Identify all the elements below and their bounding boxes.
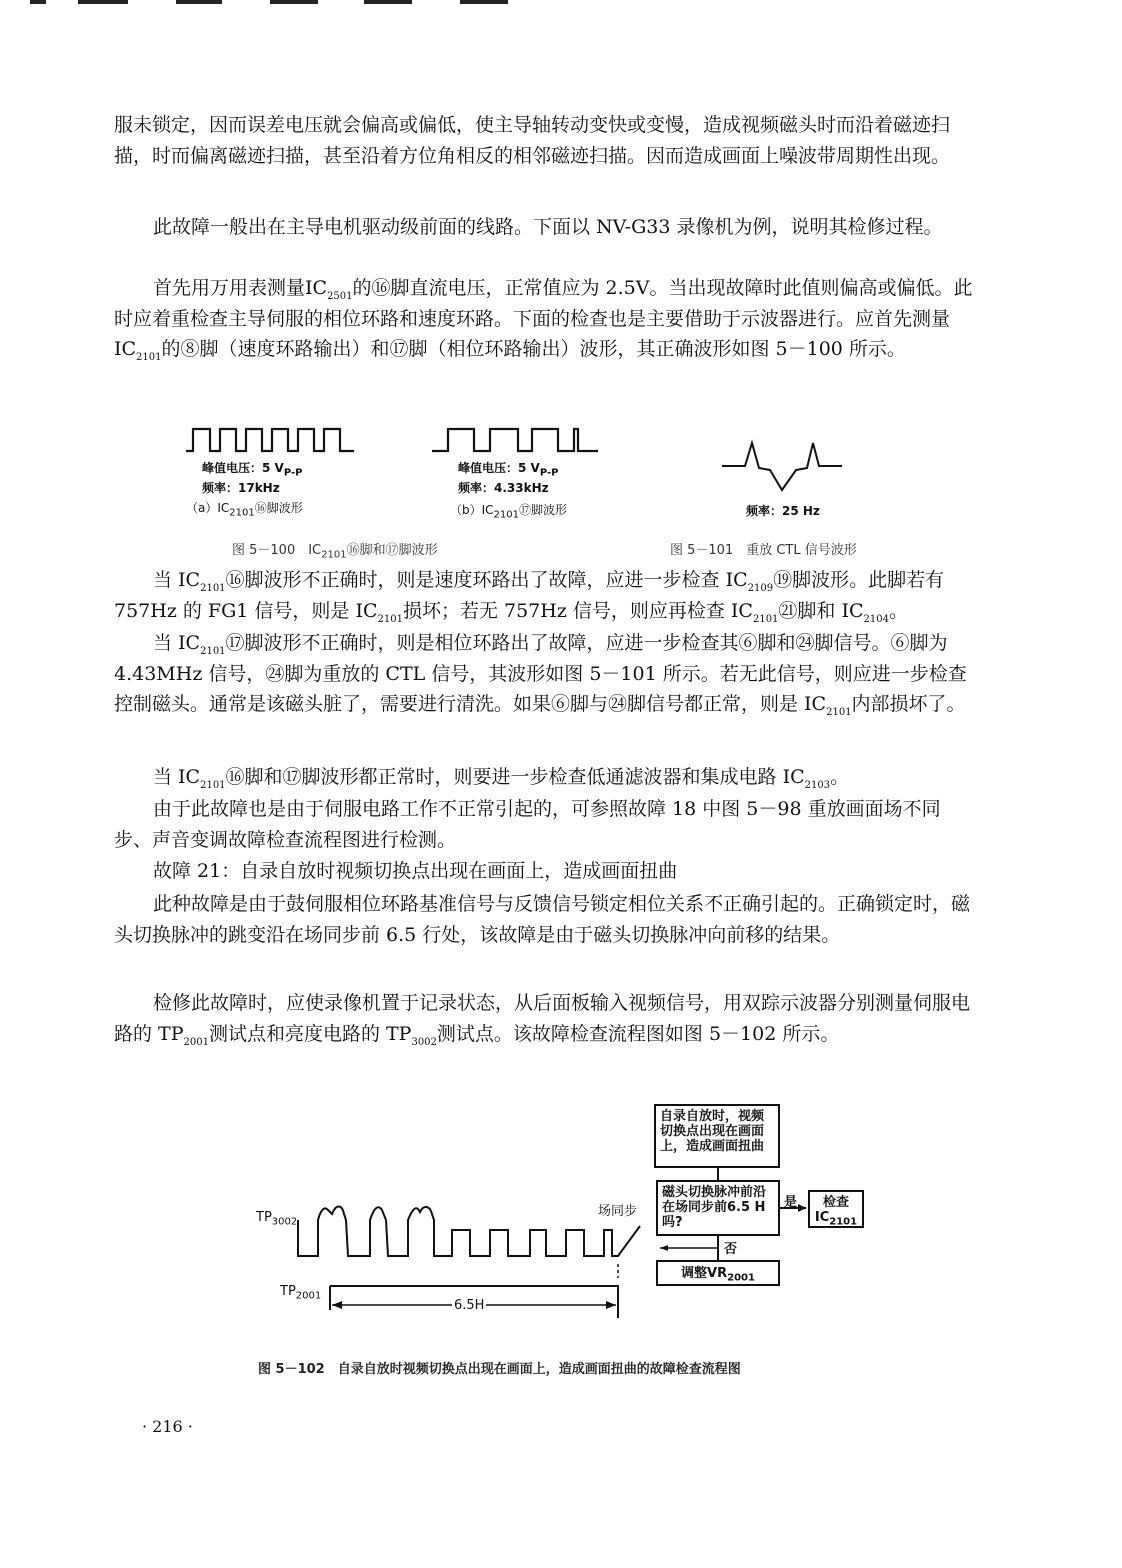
vsync-label: 场同步: [598, 1204, 638, 1219]
flow-check-box: 检查$IC_{2101}$: [808, 1190, 864, 1228]
wave-a-freq: 频率：17kHz: [202, 481, 280, 495]
wave-b-name: $(b)IC_{2101}⑰$脚波形: [450, 503, 568, 521]
waveform-tp3002: [298, 1207, 640, 1257]
tp3002-label: $TP_{3002}$: [256, 1210, 298, 1228]
figure-caption-5-100: 图 5－100 $IC_{2101}⑯$脚和⑰脚波形: [232, 543, 438, 561]
waveform-a: [186, 429, 354, 451]
wave-a-name: $(a)IC_{2101}⑯$脚波形: [186, 501, 303, 519]
paragraph: 检修此故障时，应使录像机置于记录状态，从后面板输入视频信号，用双踪示波器分别测量伺服电路的 $TP_{2001}$测试点和亮度电路的 $TP_{3002}$测试点。该故障检查流程图如图 5－102 所示。: [114, 992, 971, 1048]
figure-caption-5-102: 图 5－102 自录自放时视频切换点出现在画面上，造成画面扭曲的故障检查流程图: [258, 1362, 741, 1377]
fault-heading: 故障 21：自录自放时视频切换点出现在画面上，造成画面扭曲: [153, 860, 678, 882]
flow-yes-label: 是: [784, 1195, 798, 1210]
waveform-ctl: [722, 443, 842, 490]
wave-c-freq: 频率：25 Hz: [746, 504, 820, 518]
flow-start-box: 自录自放时，视频切换点出现在画面上，造成画面扭曲: [654, 1104, 780, 1168]
flow-no-label: 否: [724, 1242, 738, 1257]
flow-decision-box: 磁头切换脉冲前沿在场同步前6.5 H吗?: [656, 1180, 780, 1236]
paragraph: 此种故障是由于鼓伺服相位环路基准信号与反馈信号锁定相位关系不正确引起的。正确锁定时，磁头切换脉冲的跳变沿在场同步前 6.5 行处，该故障是由于磁头切换脉冲向前移的结果。: [114, 893, 971, 946]
paragraph: 当 $IC_{2101}⑯$脚和⑰脚波形都正常时，则要进一步检查低通滤波器和集成电路 $IC_{2103}$。: [153, 766, 850, 791]
flow-adjust-box: 调整$VR_{2001}$: [656, 1260, 780, 1286]
paragraph: 服未锁定，因而误差电压就会偏高或偏低，使主导轴转动变快或变慢，造成视频磁头时而沿着磁迹扫描，时而偏离磁迹扫描，甚至沿着方位角相反的相邻磁迹扫描。因而造成画面上噪波带周期性出现。: [114, 114, 951, 167]
paragraph: 首先用万用表测量$IC_{2501}$的⑯脚直流电压，正常值应为 2.5V。当出现故障时此值则偏高或偏低。此时应着重检查主导伺服的相位环路和速度环路。下面的检查也是主要借助于示波器进行。应首先测量$IC_{2101}$的⑧脚（速度环路输出）和⑰脚（相位环路输出）波形，其正确波形如图 5－100 所示。: [114, 277, 973, 363]
paragraph: 当 $IC_{2101}⑰$脚波形不正确时，则是相位环路出了故障，应进一步检查其⑥脚和㉔脚信号。⑥脚为 4.43MHz 信号，㉔脚为重放的 CTL 信号，其波形如图 5－101 所示。若无此信号，则应进一步检查控制磁头。通常是该磁头脏了，需要进行清洗。如果⑥脚与㉔脚信号都正常，则是 $IC_{2101}$内部损坏了。: [114, 632, 967, 718]
span-label: 6.5H: [454, 1298, 485, 1313]
paragraph: 当 $IC_{2101}⑯$脚波形不正确时，则是速度环路出了故障，应进一步检查 $IC_{2109}⑲$脚波形。此脚若有 757Hz 的 FG1 信号，则是 $IC_{2101}$损坏；若无 757Hz 信号，则应再检查 $IC_{2101}㉑$脚和 $IC_{2104}$。: [114, 569, 945, 625]
wave-b-freq: 频率：4.33kHz: [458, 481, 549, 495]
wave-a-peak: 峰值电压：5 $V_{P-P}$: [202, 461, 303, 479]
wave-b-peak: 峰值电压：5 $V_{P-P}$: [458, 461, 559, 479]
paragraph: 此故障一般出在主导电机驱动级前面的线路。下面以 NV-G33 录像机为例，说明其检修过程。: [153, 216, 943, 238]
waveform-b: [432, 429, 598, 451]
page-number: · 216 ·: [142, 1417, 193, 1436]
tp2001-label: $TP_{2001}$: [280, 1284, 322, 1302]
paragraph: 由于此故障也是由于伺服电路工作不正常引起的，可参照故障 18 中图 5－98 重放画面场不同步、声音变调故障检查流程图进行检测。: [114, 798, 941, 851]
figure-caption-5-101: 图 5－101 重放 CTL 信号波形: [670, 543, 857, 558]
